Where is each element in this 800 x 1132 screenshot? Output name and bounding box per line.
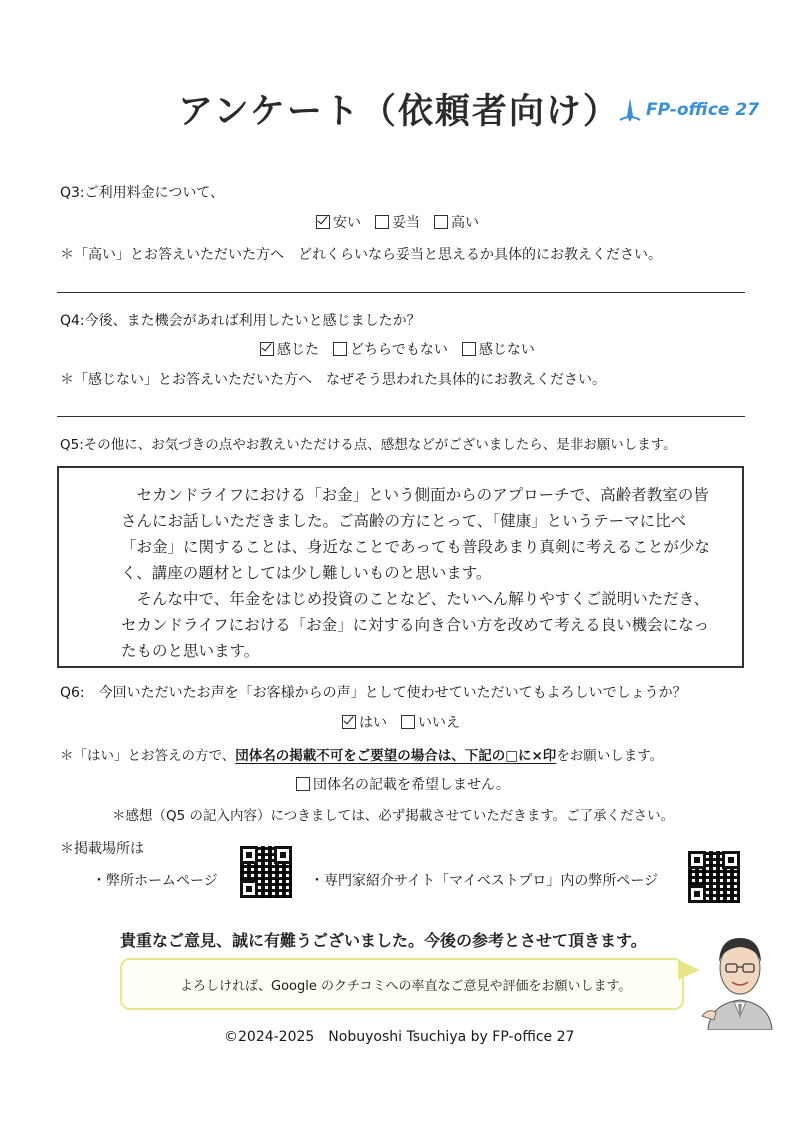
- checkbox[interactable]: [333, 342, 347, 356]
- q5-question: Q5:その他に、お気づきの点やお教えいただける点、感想などがございましたら、是非お願いします。: [60, 437, 677, 453]
- option-label: はい: [359, 715, 387, 731]
- q4-answer-line[interactable]: [57, 416, 745, 417]
- logo-text: FP-office 27: [646, 100, 760, 120]
- q6-note-prefix: ＊「はい」とお答えの方で、: [60, 748, 236, 764]
- qr-code-homepage-icon[interactable]: [240, 846, 292, 898]
- footer-copyright: ©2024-2025 Nobuyoshi Tsuchiya by FP-office 27: [224, 1029, 575, 1045]
- qr-finder: [240, 846, 258, 864]
- page-title: アンケート（依頼者向け）: [178, 92, 620, 132]
- avatar-illustration: [700, 920, 780, 1030]
- q3-option-fair[interactable]: [375, 212, 420, 232]
- checkbox[interactable]: [375, 215, 389, 229]
- brand-logo: [618, 96, 759, 124]
- qr-finder: [688, 885, 706, 903]
- thanks-message: 貴重なご意見、誠に有難うございました。今後の参考とさせて頂きます。: [120, 931, 647, 950]
- q3-answer-line[interactable]: [57, 292, 745, 293]
- qr-finder: [274, 846, 292, 864]
- q5-answer-text: [121, 482, 711, 664]
- q6-note: [60, 744, 663, 764]
- checkbox[interactable]: [296, 777, 310, 791]
- option-label: 感じない: [478, 342, 535, 358]
- checkbox-checked[interactable]: [260, 342, 274, 356]
- q4-option-yes[interactable]: [260, 339, 319, 359]
- checkbox[interactable]: [401, 715, 415, 729]
- logo-mark-icon: [618, 96, 642, 124]
- q6-option-yes[interactable]: [342, 712, 387, 732]
- qr-finder: [240, 880, 258, 898]
- option-label: いいえ: [418, 715, 460, 731]
- q4-followup: ＊「感じない」とお答えいただいた方へ なぜそう思われた具体的にお教えください。: [60, 372, 606, 388]
- option-label: 妥当: [392, 215, 420, 231]
- checkbox[interactable]: [434, 215, 448, 229]
- q5-answer-paragraph-2: そんな中で、年金をはじめ投資のことなど、たいへん解りやすくご説明いただき、セカンドライフにおける「お金」に対する向き合い方を改めて考える良い機会になったものと思います。: [121, 590, 710, 660]
- checkbox-checked[interactable]: [342, 715, 356, 729]
- qr-finder: [688, 851, 706, 869]
- q6-question: Q6: 今回いただいたお声を「お客様からの声」として使わせていただいてもよろしいでしょうか？: [60, 685, 687, 701]
- q4-option-neutral[interactable]: [333, 339, 448, 359]
- q6-option-no[interactable]: [401, 712, 460, 732]
- group-name-option[interactable]: [296, 774, 510, 794]
- qr-code-mybestpro-icon[interactable]: [688, 851, 740, 903]
- qr-finder: [722, 851, 740, 869]
- q6-options: [342, 712, 460, 732]
- q4-option-no[interactable]: [462, 339, 535, 359]
- bubble-text: よろしければ、Google のクチコミへの率直なご意見や評価をお願いします。: [180, 979, 632, 994]
- q5-answer-box[interactable]: [57, 466, 744, 668]
- publication-heading: ＊掲載場所は: [60, 841, 144, 857]
- q3-options: [316, 212, 479, 232]
- group-name-option-label: 団体名の記載を希望しません。: [313, 777, 510, 793]
- checkbox-checked[interactable]: [316, 215, 330, 229]
- q3-option-expensive[interactable]: [434, 212, 479, 232]
- q4-question: Q4:今後、また機会があれば利用したいと感じましたか？: [60, 313, 421, 329]
- q3-followup: ＊「高い」とお答えいただいた方へ どれくらいなら妥当と思えるか具体的にお教えください。: [60, 247, 662, 263]
- checkbox[interactable]: [462, 342, 476, 356]
- speech-bubble-tail: [678, 960, 700, 980]
- speech-bubble: [120, 958, 684, 1010]
- q6-note-emphasis: 団体名の掲載不可をご要望の場合は、下記の□に×印: [235, 748, 557, 764]
- q4-options: [260, 339, 535, 359]
- q3-question: Q3:ご利用料金について、: [60, 185, 225, 201]
- option-label: 感じた: [277, 342, 319, 358]
- q5-answer-paragraph-1: セカンドライフにおける「お金」という側面からのアプローチで、高齢者教室の皆さんにお話しいただきました。ご高齢の方にとって、「健康」というテーマに比べ「お金」に関することは、身近なことであっても普段あまり真剣に考えることが少なく、講座の題材としては少し難しいものと思います。: [121, 486, 710, 582]
- option-label: 高い: [451, 215, 479, 231]
- q3-option-cheap[interactable]: [316, 212, 361, 232]
- option-label: どちらでもない: [350, 342, 448, 358]
- publication-site-homepage: ・弊所ホームページ: [92, 873, 218, 889]
- q6-disclaimer: ＊感想（Q5 の記入内容）につきましては、必ず掲載させていただきます。ご了承ください。: [112, 808, 675, 824]
- q6-note-suffix: をお願いします。: [556, 748, 664, 764]
- option-label: 安い: [333, 215, 361, 231]
- publication-site-mybestpro: ・専門家紹介サイト「マイベストプロ」内の弊所ページ: [310, 873, 659, 889]
